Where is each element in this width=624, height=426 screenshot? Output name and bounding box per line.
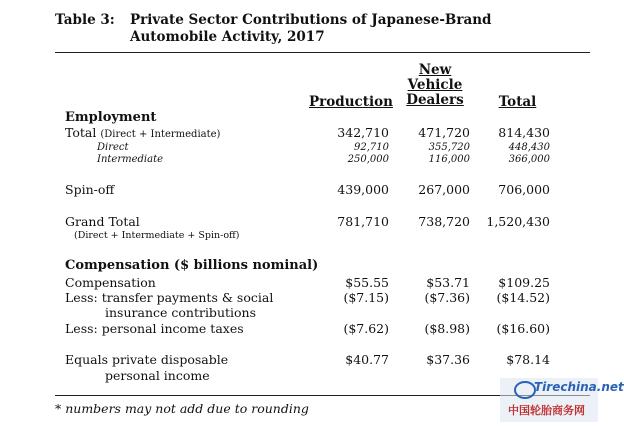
transfer-production: ($7.15) (343, 290, 389, 305)
employment-direct-label: Direct (97, 142, 129, 153)
transfer-total: ($14.52) (496, 290, 550, 305)
disposable-label-line2: personal income (105, 368, 210, 383)
spinoff-total: 706,000 (498, 182, 550, 197)
compensation-production: $55.55 (345, 275, 389, 290)
income-tax-production: ($7.62) (343, 321, 389, 336)
watermark-logo-icon (514, 381, 536, 399)
watermark-chinese: 中国轮胎商务网 (508, 404, 585, 417)
spinoff-production: 439,000 (337, 182, 389, 197)
disposable-dealers: $37.36 (426, 352, 470, 367)
column-header-production: Production (309, 94, 393, 110)
employment-direct-total: 448,430 (508, 142, 550, 153)
column-header-dealers-line3: Dealers (406, 92, 464, 108)
table-title: Private Sector Contributions of Japanese-Brand Automobile Activity, 2017 (130, 12, 492, 45)
top-rule (55, 52, 590, 53)
compensation-total: $109.25 (498, 275, 550, 290)
income-tax-total: ($16.60) (496, 321, 550, 336)
column-header-dealers-line2: Vehicle (407, 77, 463, 93)
employment-direct-production: 92,710 (354, 142, 389, 153)
disposable-total: $78.14 (506, 352, 550, 367)
employment-intermediate-production: 250,000 (347, 154, 389, 165)
grand-total-production: 781,710 (337, 214, 389, 229)
employment-intermediate-dealers: 116,000 (428, 154, 470, 165)
column-header-total: Total (498, 94, 537, 110)
transfer-label-line1: Less: transfer payments & social (65, 290, 274, 305)
employment-total-note: (Direct + Intermediate) (100, 129, 221, 140)
grand-total-note: (Direct + Intermediate + Spin-off) (74, 230, 240, 241)
compensation-dealers: $53.71 (426, 275, 470, 290)
employment-intermediate-total: 366,000 (508, 154, 550, 165)
employment-direct-dealers: 355,720 (428, 142, 470, 153)
compensation-label: Compensation (65, 275, 156, 290)
employment-total-label-text: Total (65, 125, 97, 140)
transfer-label-line2: insurance contributions (105, 305, 257, 320)
footnote: * numbers may not add due to rounding (55, 401, 309, 416)
employment-total-label (65, 125, 220, 140)
watermark-brand: Tirechina.net (534, 380, 624, 394)
column-header-dealers (405, 63, 465, 108)
spinoff-label: Spin-off (65, 182, 115, 197)
watermark (500, 378, 624, 422)
grand-total-dealers: 738,720 (418, 214, 470, 229)
income-tax-dealers: ($8.98) (424, 321, 470, 336)
column-header-dealers-line1: New (418, 62, 452, 78)
transfer-dealers: ($7.36) (424, 290, 470, 305)
disposable-label-line1: Equals private disposable (65, 352, 229, 367)
compensation-heading: Compensation ($ billions nominal) (65, 258, 319, 273)
disposable-production: $40.77 (345, 352, 389, 367)
employment-total-production: 342,710 (337, 125, 389, 140)
table-label: Table 3: (55, 12, 115, 28)
employment-total-dealers: 471,720 (418, 125, 470, 140)
grand-total-label: Grand Total (65, 214, 140, 229)
income-tax-label: Less: personal income taxes (65, 321, 244, 336)
spinoff-dealers: 267,000 (418, 182, 470, 197)
employment-heading: Employment (65, 110, 157, 125)
employment-total-total: 814,430 (498, 125, 550, 140)
employment-intermediate-label: Intermediate (97, 154, 164, 165)
grand-total-total: 1,520,430 (486, 214, 550, 229)
